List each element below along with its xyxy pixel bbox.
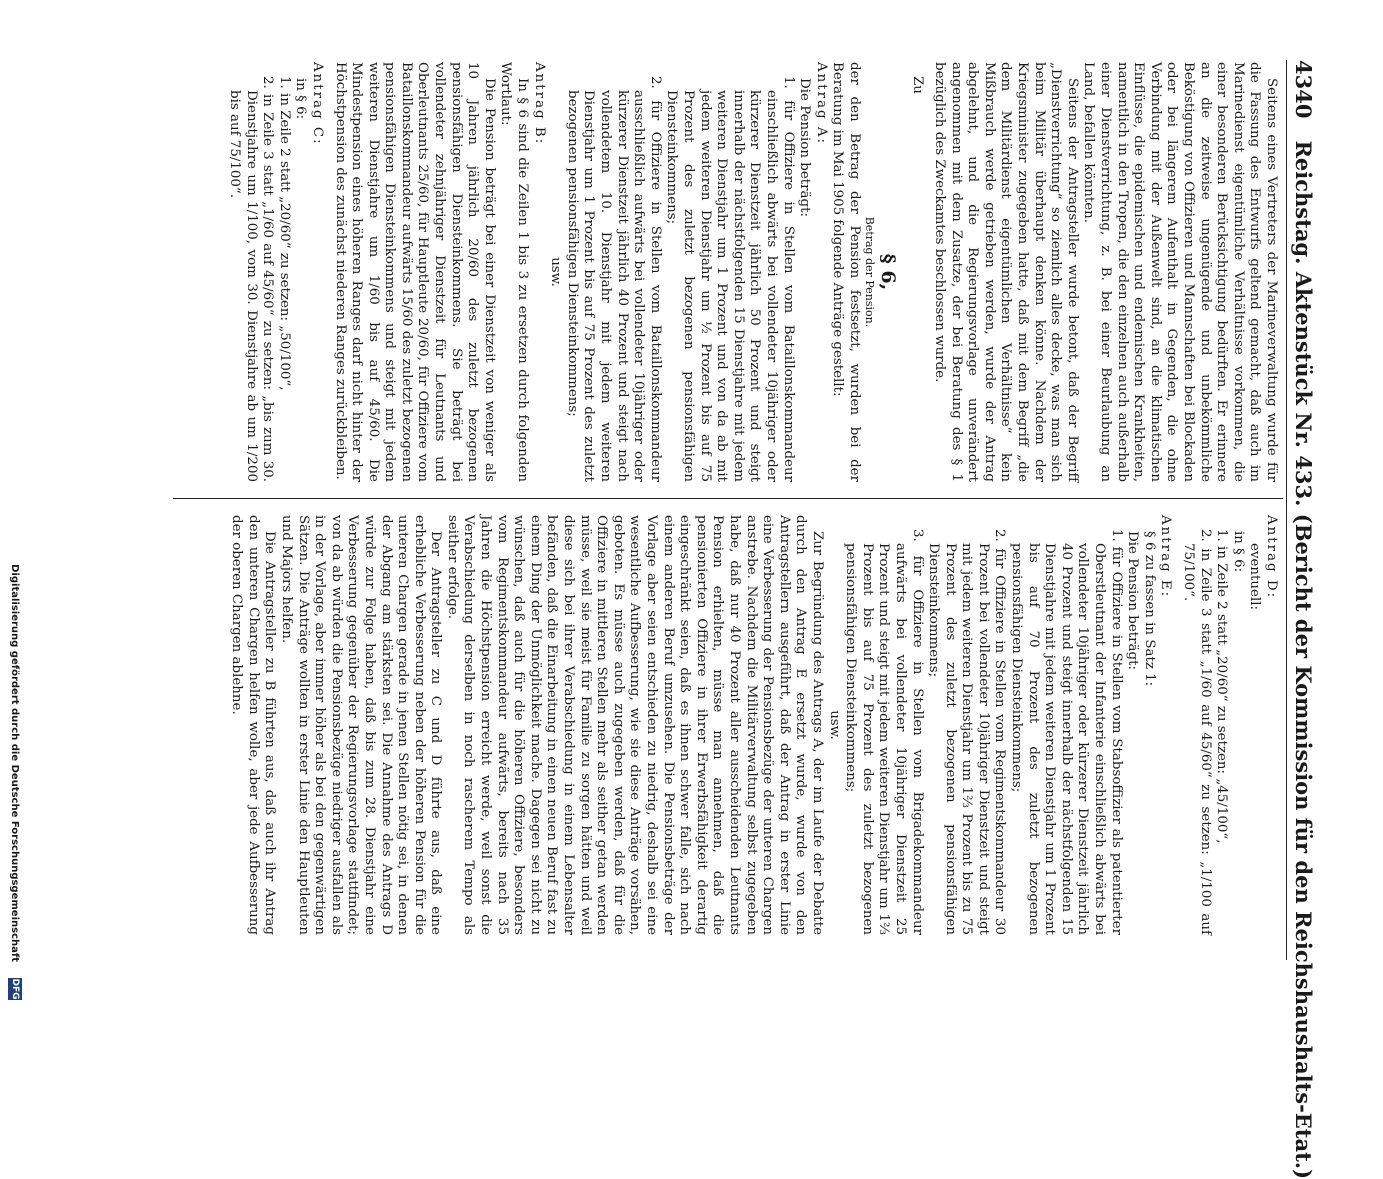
- usw-a: usw.: [548, 257, 564, 287]
- antrag-d-item-2: 2. in Zeile 3 statt „1/60 auf 45/60“ zu setzen: „1/100 auf 75/100“.: [1181, 529, 1213, 935]
- usw-e: usw.: [826, 710, 842, 740]
- antrag-c-item-1: 1. in Zeile 2 statt „20/60“ zu setzen: „50/100“,: [276, 76, 292, 391]
- antrag-d-eventuell: eventuell:: [1247, 543, 1263, 611]
- antrag-d-in: in § 6:: [1230, 531, 1246, 573]
- antrag-e-label: Antrag E:: [1158, 515, 1174, 599]
- page-header: [1291, 60, 1325, 1179]
- antrag-b-intro: In § 6 sind die Zeilen 1 bis 3 zu ersetzen durch folgenden Wortlaut:: [498, 62, 531, 482]
- section-subtitle: Betrag der Pension.: [862, 216, 876, 328]
- antrag-b-label: Antrag B:: [531, 62, 547, 146]
- antrag-a-label: Antrag A:: [813, 62, 829, 146]
- antrag-e-intro: § 6 zu fassen in Satz 1:: [1141, 531, 1157, 687]
- header-rule: [1286, 60, 1287, 960]
- left-column: [225, 62, 1279, 482]
- pension-label-a: Die Pension beträgt:: [797, 78, 813, 217]
- paragraph-antragsteller-cd: Der Antragsteller zu C und D führte aus, daß eine erhebliche Verbesserung neben der höheren Pension für die unteren Chargen gerade in jenen Stellen nötig sei, in denen der Abgang am stärksten sei. Die Annahme des Antrags D würde zur Folge haben, daß bis zum 28. Dienstjahr eine Verbesserung gegenüber der Regierungsvorlage stattfindet; von da ab würden die Pensionsbezüge niedriger ausfallen als in der Vorlage, aber immer höher als bei den gegenwärtigen Sätzen. Die Anträge wollten in erster Linie den Hauptleuten und Majors helfen.: [278, 515, 444, 935]
- right-column: [228, 515, 1279, 935]
- antrag-c-label: Antrag C:: [309, 62, 325, 146]
- page-number: 4340: [1291, 60, 1316, 119]
- paragraph-marine: Seitens eines Vertreters der Marineverwaltung wurde für die Fassung des Entwurfs geltend gemacht, daß auch im Marinedienst eigentümliche Verhältnisse vorkommen, die einer besonderen Berücksichtigung bedürften. Er erinnere an die zeitweise ungenügende und unbekömmliche Beköstigung von Offizieren und Mannschaften bei Blockaden oder bei längerem Aufenthalt in Gegenden, die ohne Verbindung mit der Außenwelt sind, an die klimatischen Einflüsse, die epidemischen und endemischen Krankheiten, namentlich in den Tropen, die den einzelnen auch außerhalb einer Dienstverrichtung, z. B. bei einer Beurlaubung an Land, befallen könnten.: [1081, 62, 1279, 482]
- antrag-d-label: Antrag D:: [1264, 515, 1279, 600]
- column-divider: [173, 498, 1283, 499]
- paragraph-begruendung: Zur Begründung des Antrags A, der im Laufe der Debatte durch den Antrag E ersetzt wurde, wurde von den Antragstellern ausgeführt, daß der Antrag in erster Linie eine Verbesserung der Pensionsbezüge der unteren Chargen anstrebe. Nachdem die Militärverwaltung selbst zugegeben habe, daß nur 40 Prozent aller ausscheidenden Leutnants Pension erhielten, müsse man annehmen, daß die pensionierten Offiziere in ihrer Erwerbsfähigkeit derartig eingeschränkt seien, daß es ihnen schwer falle, sich nach einem anderen Beruf umzusehen. Die Pensionsbeträge der Vorlage aber seien entschieden zu niedrig, deshalb sei eine wesentliche Aufbesserung, wie sie diese Anträge vorsähen, geboten. Es müsse auch zugegeben werden, daß für die Offiziere in mittleren Stellen mehr als seither getan werden müsse, weil sie meist für Familie zu sorgen hätten und weil diese sich bei ihrer Verabschiedung in einem Lebensalter befänden, daß die Einarbeitung in einen neuen Beruf fast zu einem Ding der Unmöglichkeit mache. Dagegen sei nicht zu wünschen, daß auch für die höheren Offiziere, besonders vom Regimentskommandeur aufwärts, bereits nach 35 Jahren die Höchstpension erreicht werde, weil sonst die Verabschiedung derselben in noch rascherem Tempo als seither erfolge.: [444, 515, 825, 935]
- dfg-logo-icon: DFG: [10, 978, 20, 1000]
- zu-label: Zu: [909, 76, 925, 94]
- antrag-c-item-2: 2. in Zeile 3 statt „1/60 auf 45/60“ zu setzen: „bis zum 30. Dienstjahre um 1/100, vom 30. Dienstjahre ab um 1/200 bis auf 75/100“.: [226, 76, 276, 482]
- paragraph-betrag: der den Betrag der Pension festsetzt, wurden bei der Beratung im Mai 1905 folgende Anträge gestellt:: [830, 62, 862, 482]
- antrag-d-item-1: 1. in Zeile 2 statt „20/60“ zu setzen: „45/100“,: [1214, 529, 1230, 844]
- paragraph-antragsteller-b: Die Antragsteller zu B führten aus, daß auch ihr Antrag den unteren Chargen helfen wolle, aber jede Aufbesserung der oberen Chargen ablehne.: [229, 515, 278, 935]
- antrag-c-in: in § 6:: [293, 78, 309, 120]
- pension-label-e: Die Pension beträgt:: [1125, 531, 1141, 670]
- antrag-e-item-1: 1. für Offiziere in Stellen vom Stabsoffizier als patentierter Oberstleutnant der Infanterie einschließlich abwärts bei vollendeter 10jähriger oder kürzerer Dienstzeit jährlich 40 Prozent und steigt innerhalb der nächstfolgenden 15 Dienstjahre mit jedem weiteren Dienstjahr um 1 Prozent bis auf 70 Prozent des zuletzt bezogenen pensionsfähigen Diensteinkommens;: [1009, 529, 1124, 935]
- paragraph-antragsteller: Seitens der Antragsteller wurde betont, daß der Begriff „Dienstverrichtung“ so ziemlich alles decke, was man sich beim Militär überhaupt denken könne. Nachdem der Kriegsminister zugegeben hatte, daß mit dem Begriff „die dem Militärdienst eigentümlichen Verhältnisse“ kein Mißbrauch werde getrieben werden, wurde der Antrag abgelehnt, und die Regierungsvorlage unverändert angenommen mit dem Zusatze, der bei Beratung des § 1 bezüglich des Zweckamtes beschlossen wurde.: [932, 62, 1080, 482]
- section-heading: § 6,: [876, 253, 899, 291]
- antrag-b-text: Die Pension beträgt bei einer Dienstzeit von weniger als 10 Jahren jährlich 20/60 des zuletzt bezogenen pensionsfähigen Diensteinkommens. Sie beträgt bei vollendeter zehnjähriger Dienstzeit für Leutnants und Oberleutnants 25/60, für Hauptleute 20/60, für Offiziere vom Bataillonskommandeur aufwärts 15/60 des zuletzt bezogenen pensionsfähigen Diensteinkommens und steigt mit jedem weiteren Dienstjahre um 1/60 bis auf 45/60. Die Mindestpension eines höheren Ranges darf nicht hinter der Höchstpension des zunächst niederen Ranges zurückbleiben.: [332, 62, 497, 482]
- footer-text: Digitalisierung gefördert durch die Deutsche Forschungsgemeinschaft: [9, 564, 21, 962]
- antrag-a-item-2: 2. für Offiziere in Stellen vom Bataillonskommandeur ausschließlich aufwärts bei vollendeter 10jähriger oder kürzerer Dienstzeit jährlich 40 Prozent und steigt nach vollendetem 10. Dienstjahr mit jedem weiteren Dienstjahr um 1 Prozent bis auf 75 Prozent des zuletzt bezogenen pensionsfähigen Diensteinkommens;: [564, 76, 663, 482]
- digitization-footer: [5, 0, 25, 1000]
- antrag-e-item-3: 3. für Offiziere in Stellen vom Brigadekommandeur aufwärts bei vollendeter 10jähriger Dienstzeit 25 Prozent und steigt mit jedem weiteren Dienstjahr um 1⅔ Prozent bis auf 75 Prozent des zuletzt bezogenen pensionsfähigen Diensteinkommens;: [843, 529, 925, 935]
- antrag-e-item-2: 2. für Offiziere in Stellen vom Regimentskommandeur 30 Prozent bei vollendeter 10jähriger Dienstzeit und steigt mit jedem weiteren Dienstjahr um 1⅔ Prozent bis zu 75 Prozent des zuletzt bezogenen pensionsfähigen Diensteinkommens;: [926, 529, 1008, 935]
- antrag-a-item-1: 1. für Offiziere in Stellen vom Bataillonskommandeur einschließlich abwärts bei vollendeter 10jähriger oder kürzerer Dienstzeit jährlich 50 Prozent und steigt innerhalb der nächstfolgenden 15 Dienstjahre mit jedem weiteren Dienstjahr um 1 Prozent und von da ab mit jedem weiteren Dienstjahr um ½ Prozent bis auf 75 Prozent des zuletzt bezogenen pensionsfähigen Diensteinkommens;: [664, 76, 796, 482]
- page-title: Reichstag. Aktenstück Nr. 433. (Bericht der Kommission für den Reichshaushalts-Etat.): [1291, 140, 1316, 1179]
